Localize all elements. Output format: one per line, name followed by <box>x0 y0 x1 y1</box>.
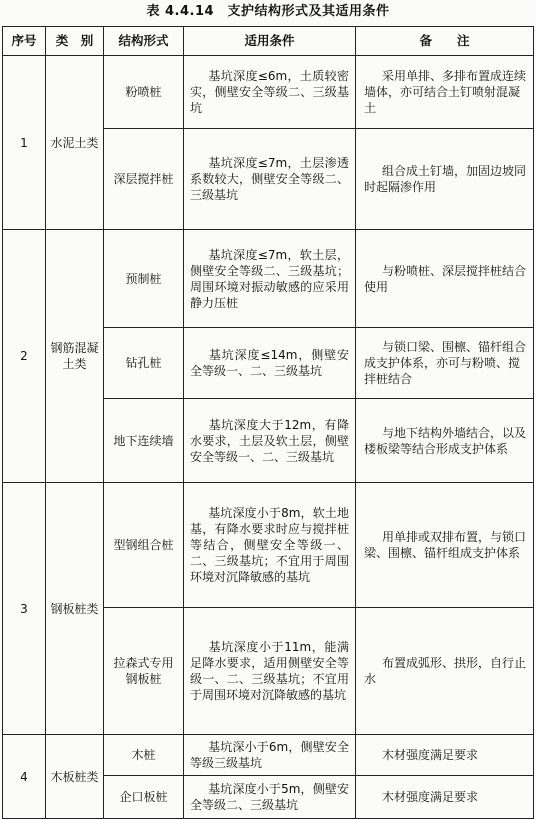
remarks: 组合成土钉墙，加固边坡同时起隔渗作用 <box>356 129 534 230</box>
table-row <box>3 483 534 608</box>
support-structure-table <box>2 26 534 819</box>
applicable-conditions: 基坑深小于6m，侧壁安全等级三级基坑 <box>184 735 356 776</box>
group-category: 钢筋混凝土类 <box>46 230 104 483</box>
structure-form: 企口板桩 <box>104 776 184 819</box>
applicable-conditions: 基坑深度≤7m，土层渗透系数较大，侧壁安全等级二、三级基坑 <box>184 129 356 230</box>
applicable-conditions: 基坑深度≤6m，土质较密实，侧壁安全等级二、三级基坑 <box>184 56 356 129</box>
remarks: 木材强度满足要求 <box>356 735 534 776</box>
table-caption: 表 4.4.14 支护结构形式及其适用条件 <box>146 4 390 19</box>
group-category: 水泥土类 <box>46 56 104 230</box>
group-number: 3 <box>3 483 46 735</box>
header-no: 序号 <box>3 27 46 56</box>
applicable-conditions: 基坑深度≤14m，侧壁安全等级一、二、三级基坑 <box>184 328 356 399</box>
table-row <box>3 230 534 328</box>
structure-form: 拉森式专用钢板桩 <box>104 608 184 735</box>
table-row <box>3 56 534 129</box>
structure-form: 型钢组合桩 <box>104 483 184 608</box>
structure-form: 地下连续墙 <box>104 399 184 483</box>
remarks: 用单排或双排布置，与锁口梁、围檩、锚杆组成支护体系 <box>356 483 534 608</box>
structure-form: 钻孔桩 <box>104 328 184 399</box>
group-category: 钢板桩类 <box>46 483 104 735</box>
remarks: 与粉喷桩、深层搅拌桩结合使用 <box>356 230 534 328</box>
header-row <box>3 27 534 56</box>
applicable-conditions: 基坑深度小于5m，侧壁安全等级二、三级基坑 <box>184 776 356 819</box>
remarks: 与地下结构外墙结合，以及楼板梁等结合形成支护体系 <box>356 399 534 483</box>
structure-form: 深层搅拌桩 <box>104 129 184 230</box>
applicable-conditions: 基坑深度大于12m，有降水要求，土层及软土层，侧壁安全等级一、二、三级基坑 <box>184 399 356 483</box>
applicable-conditions: 基坑深度小于8m，软土地基，有降水要求时应与搅拌桩等结合，侧壁安全等级一、二、三级基坑；不宜用于周围环境对沉降敏感的基坑 <box>184 483 356 608</box>
group-number: 1 <box>3 56 46 230</box>
table-row <box>3 735 534 776</box>
structure-form: 粉喷桩 <box>104 56 184 129</box>
header-form: 结构形式 <box>104 27 184 56</box>
group-category: 木板桩类 <box>46 735 104 819</box>
structure-form: 预制桩 <box>104 230 184 328</box>
remarks: 采用单排、多排布置成连续墙体，亦可结合土钉喷射混凝土 <box>356 56 534 129</box>
header-conditions: 适用条件 <box>184 27 356 56</box>
group-number: 4 <box>3 735 46 819</box>
header-remarks: 备 注 <box>356 27 534 56</box>
remarks: 布置成弧形、拱形，自行止水 <box>356 608 534 735</box>
group-number: 2 <box>3 230 46 483</box>
applicable-conditions: 基坑深度≤7m，软土层，侧壁安全等级二、三级基坑；周围环境对振动敏感的应采用静力压桩 <box>184 230 356 328</box>
applicable-conditions: 基坑深度小于11m，能满足降水要求，适用侧壁安全等级一、二、三级基坑；不宜用于周围环境对沉降敏感的基坑 <box>184 608 356 735</box>
remarks: 与锁口梁、围檩、锚杆组合成支护体系，亦可与粉喷、搅拌桩结合 <box>356 328 534 399</box>
structure-form: 木桩 <box>104 735 184 776</box>
remarks: 木材强度满足要求 <box>356 776 534 819</box>
header-category: 类 别 <box>46 27 104 56</box>
